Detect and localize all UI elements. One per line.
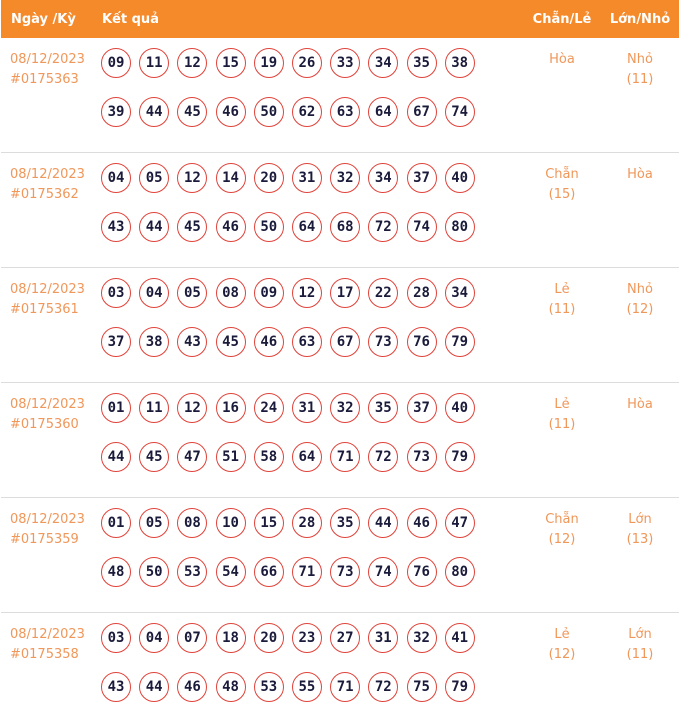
lonnho-value: Nhỏ [627,52,653,67]
number-line [101,278,523,327]
number-ball: 03 [101,278,131,308]
draw-info [1,383,101,435]
table-row [1,38,679,153]
chanle-value: Chẵn [545,512,579,527]
number-ball: 34 [368,48,398,78]
number-ball: 11 [139,48,169,78]
chanle-cell [523,153,601,205]
lonnho-cell [601,613,679,665]
number-ball: 34 [445,278,475,308]
number-ball: 32 [330,393,360,423]
lonnho-count: (12) [626,302,654,317]
number-ball: 43 [101,672,131,702]
number-ball: 80 [445,212,475,242]
chanle-value: Chẵn [545,167,579,182]
number-ball: 41 [445,623,475,653]
number-line [101,557,523,606]
lonnho-cell [601,153,679,185]
number-ball: 31 [292,393,322,423]
number-ball: 19 [254,48,284,78]
lonnho-value: Hòa [627,397,653,412]
number-ball: 58 [254,442,284,472]
number-ball: 79 [445,442,475,472]
number-ball: 45 [177,212,207,242]
number-ball: 35 [330,508,360,538]
number-ball: 79 [445,327,475,357]
number-ball: 45 [216,327,246,357]
draw-date: 08/12/2023 [10,627,85,642]
number-ball: 04 [139,278,169,308]
chanle-value: Lẻ [554,627,570,642]
draw-date: 08/12/2023 [10,282,85,297]
number-ball: 46 [216,97,246,127]
number-ball: 12 [177,393,207,423]
number-ball: 15 [216,48,246,78]
table-row [1,268,679,383]
number-ball: 71 [292,557,322,587]
number-ball: 76 [407,327,437,357]
number-line [101,623,523,672]
number-ball: 50 [254,212,284,242]
number-ball: 01 [101,508,131,538]
number-ball: 43 [177,327,207,357]
number-ball: 44 [139,97,169,127]
number-ball: 40 [445,393,475,423]
number-ball: 05 [139,508,169,538]
number-ball: 44 [139,672,169,702]
number-ball: 63 [292,327,322,357]
number-ball: 50 [139,557,169,587]
number-ball: 48 [101,557,131,587]
number-line [101,393,523,442]
header-date: Ngày /Kỳ [11,11,76,27]
number-ball: 67 [407,97,437,127]
number-ball: 12 [177,163,207,193]
table-row [1,498,679,613]
number-ball: 40 [445,163,475,193]
number-line [101,212,523,261]
number-ball: 79 [445,672,475,702]
number-ball: 44 [139,212,169,242]
number-ball: 45 [177,97,207,127]
draw-info [1,268,101,320]
draw-info [1,38,101,90]
number-ball: 18 [216,623,246,653]
number-ball: 53 [177,557,207,587]
number-ball: 34 [368,163,398,193]
chanle-value: Lẻ [554,397,570,412]
number-ball: 47 [445,508,475,538]
number-ball: 66 [254,557,284,587]
header-chanle: Chẵn/Lẻ [532,11,592,27]
number-ball: 28 [407,278,437,308]
number-ball: 37 [407,393,437,423]
chanle-count: (12) [548,647,576,662]
number-ball: 71 [330,442,360,472]
number-ball: 46 [254,327,284,357]
number-ball: 74 [368,557,398,587]
number-ball: 26 [292,48,322,78]
number-ball: 72 [368,212,398,242]
lonnho-cell [601,38,679,90]
number-ball: 35 [407,48,437,78]
number-ball: 71 [330,672,360,702]
number-ball: 54 [216,557,246,587]
chanle-value: Hòa [549,52,575,67]
number-ball: 46 [216,212,246,242]
lonnho-value: Lớn [628,627,652,642]
number-ball: 50 [254,97,284,127]
number-ball: 14 [216,163,246,193]
number-ball: 01 [101,393,131,423]
number-ball: 72 [368,672,398,702]
draw-period: #0175362 [10,187,79,202]
chanle-count: (15) [548,187,576,202]
number-ball: 32 [330,163,360,193]
result-numbers [101,498,523,606]
number-line [101,442,523,491]
number-ball: 38 [445,48,475,78]
number-ball: 63 [330,97,360,127]
number-line [101,48,523,97]
result-numbers [101,613,523,721]
table-header [1,0,679,38]
number-ball: 48 [216,672,246,702]
lonnho-value: Nhỏ [627,282,653,297]
draw-date: 08/12/2023 [10,52,85,67]
chanle-cell [523,613,601,665]
number-line [101,163,523,212]
lonnho-cell [601,383,679,415]
draw-date: 08/12/2023 [10,397,85,412]
number-ball: 45 [139,442,169,472]
number-ball: 75 [407,672,437,702]
lonnho-value: Hòa [627,167,653,182]
draw-period: #0175358 [10,647,79,662]
number-ball: 05 [177,278,207,308]
number-ball: 43 [101,212,131,242]
number-ball: 32 [407,623,437,653]
results-table [1,0,679,728]
draw-period: #0175361 [10,302,79,317]
chanle-cell [523,268,601,320]
number-ball: 74 [407,212,437,242]
number-ball: 07 [177,623,207,653]
number-ball: 39 [101,97,131,127]
number-ball: 64 [368,97,398,127]
number-ball: 53 [254,672,284,702]
number-ball: 22 [368,278,398,308]
table-row [1,153,679,268]
number-ball: 09 [254,278,284,308]
lonnho-count: (11) [626,647,654,662]
header-lonnho: Lớn/Nhỏ [609,11,671,27]
chanle-cell [523,38,601,70]
draw-date: 08/12/2023 [10,167,85,182]
number-ball: 73 [330,557,360,587]
number-ball: 73 [368,327,398,357]
number-ball: 46 [407,508,437,538]
number-ball: 20 [254,163,284,193]
draw-period: #0175359 [10,532,79,547]
chanle-count: (11) [548,417,576,432]
number-ball: 74 [445,97,475,127]
number-ball: 17 [330,278,360,308]
chanle-cell [523,498,601,550]
draw-info [1,498,101,550]
lonnho-value: Lớn [628,512,652,527]
number-ball: 44 [101,442,131,472]
number-ball: 04 [101,163,131,193]
number-ball: 28 [292,508,322,538]
lonnho-cell [601,498,679,550]
lonnho-count: (11) [626,72,654,87]
number-ball: 37 [407,163,437,193]
number-ball: 76 [407,557,437,587]
table-row [1,613,679,728]
number-line [101,97,523,146]
table-row [1,383,679,498]
lonnho-cell [601,268,679,320]
number-line [101,672,523,721]
number-ball: 33 [330,48,360,78]
number-ball: 73 [407,442,437,472]
number-ball: 27 [330,623,360,653]
chanle-count: (12) [548,532,576,547]
number-ball: 51 [216,442,246,472]
number-ball: 31 [368,623,398,653]
header-result: Kết quả [102,11,159,27]
number-ball: 47 [177,442,207,472]
chanle-value: Lẻ [554,282,570,297]
number-ball: 37 [101,327,131,357]
draw-info [1,613,101,665]
number-ball: 16 [216,393,246,423]
number-ball: 05 [139,163,169,193]
number-ball: 64 [292,442,322,472]
number-ball: 62 [292,97,322,127]
number-ball: 24 [254,393,284,423]
number-ball: 04 [139,623,169,653]
lonnho-count: (13) [626,532,654,547]
number-ball: 55 [292,672,322,702]
draw-period: #0175363 [10,72,79,87]
number-ball: 80 [445,557,475,587]
number-ball: 38 [139,327,169,357]
number-ball: 44 [368,508,398,538]
draw-period: #0175360 [10,417,79,432]
number-line [101,327,523,376]
number-ball: 46 [177,672,207,702]
number-ball: 11 [139,393,169,423]
draw-info [1,153,101,205]
result-numbers [101,383,523,491]
number-ball: 35 [368,393,398,423]
draw-date: 08/12/2023 [10,512,85,527]
result-numbers [101,153,523,261]
result-numbers [101,268,523,376]
number-ball: 09 [101,48,131,78]
number-ball: 68 [330,212,360,242]
number-ball: 64 [292,212,322,242]
chanle-count: (11) [548,302,576,317]
number-ball: 08 [177,508,207,538]
number-ball: 12 [177,48,207,78]
result-numbers [101,38,523,146]
number-ball: 23 [292,623,322,653]
number-ball: 03 [101,623,131,653]
number-ball: 31 [292,163,322,193]
number-ball: 12 [292,278,322,308]
number-ball: 20 [254,623,284,653]
number-ball: 15 [254,508,284,538]
chanle-cell [523,383,601,435]
table-body [1,38,679,728]
number-ball: 10 [216,508,246,538]
number-ball: 67 [330,327,360,357]
number-ball: 08 [216,278,246,308]
number-ball: 72 [368,442,398,472]
number-line [101,508,523,557]
